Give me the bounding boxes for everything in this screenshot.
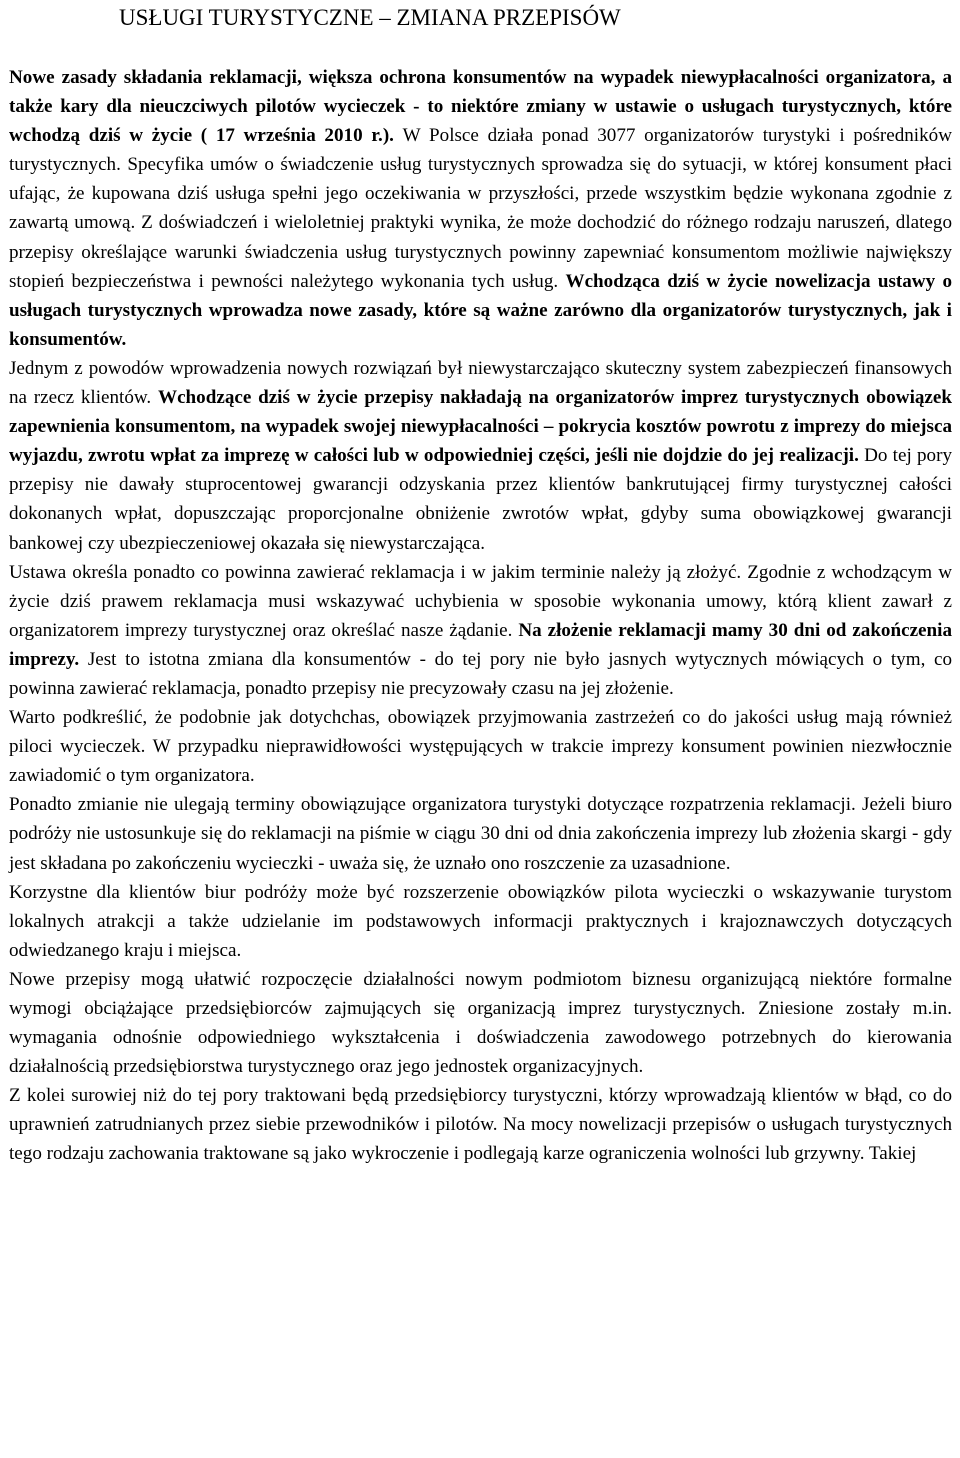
text-segment: Jest to istotna zmiana dla konsumentów - do tej pory nie było jasnych wytycznych mówiących o tym, co powinna zawierać reklamacja, ponadto przepisy nie precyzowały czasu na jej złożenie. [9, 648, 952, 699]
text-segment: Nowe przepisy mogą ułatwić rozpoczęcie działalności nowym podmiotom biznesu organizującą niektóre formalne wymogi obciążające przedsiębiorców zajmujących się organizacją imprez turystycznych. Zniesione zostały m.in. wymagania odnośnie odpowiedniego wykształcenia i doświadczenia zawodowego potrzebnych do kierowania działalnością przedsiębiorstwa turystycznego oraz jego jednostek organizacyjnych. [9, 968, 952, 1078]
bold-text-segment: Nowe zasady składania reklamacji, większa ochrona konsumentów na wypadek niewypłacalności organizatora, a także kary dla nieuczciwych pilotów wycieczek - to niektóre zmiany w ustawie o usługach turystycznych, które wchodzą dziś w życie ( 17 września 2010 r.). [9, 67, 952, 147]
paragraph [9, 703, 952, 790]
text-segment: Warto podkreślić, że podobnie jak dotychchas, obowiązek przyjmowania zastrzeżeń co do jakości usług mają również piloci wycieczek. W przypadku nieprawidłowości występujących w trakcie imprezy konsument powinien niezwłocznie zawiadomić o tym organizatora. [9, 707, 952, 787]
paragraph [9, 790, 952, 877]
paragraph [9, 878, 952, 965]
document-title: USŁUGI TURYSTYCZNE – ZMIANA PRZEPISÓW [119, 5, 621, 30]
paragraph [9, 558, 952, 703]
text-segment: Korzystne dla klientów biur podróży może być rozszerzenie obowiązków pilota wycieczki o wskazywanie turystom lokalnych atrakcji a także udzielanie im podstawowych informacji praktycznych i krajoznawczych dotyczących odwiedzanego kraju i miejsca. [9, 881, 952, 961]
paragraph [9, 63, 952, 354]
bold-text-segment: Wchodzące dziś w życie przepisy nakładają na organizatorów imprez turystycznych obowiązek zapewnienia konsumentom, na wypadek swojej niewypłacalności – pokrycia kosztów powrotu z imprezy do miejsca wyjazdu, zwrotu wpłat za imprezę w całości lub w odpowiedniej części, jeśli nie dojdzie do jej realizacji. [9, 387, 953, 467]
document-body [9, 63, 952, 1169]
bold-text-segment: Wchodząca dziś w życie nowelizacja ustawy o usługach turystycznych wprowadza nowe zasady, które są ważne zarówno dla organizatorów turystycznych, jak i konsumentów. [9, 270, 952, 350]
text-segment: Z kolei surowiej niż do tej pory traktowani będą przedsiębiorcy turystyczni, którzy wprowadzają klientów w błąd, co do uprawnień zatrudnianych przez siebie przewodników i pilotów. Na mocy nowelizacji przepisów o usługach turystycznych tego rodzaju zachowania traktowane są jako wykroczenie i podlegają karze ograniczenia wolności lub grzywny. Takiej [9, 1085, 952, 1165]
text-segment: Ponadto zmianie nie ulegają terminy obowiązujące organizatora turystyki dotyczące rozpatrzenia reklamacji. Jeżeli biuro podróży nie ustosunkuje się do reklamacji na piśmie w ciągu 30 dni od dnia zakończenia imprezy lub złożenia skargi - gdy jest składana po zakończeniu wycieczki - uważa się, że uznało ono roszczenie za uzasadnione. [9, 794, 952, 874]
text-segment: W Polsce działa ponad 3077 organizatorów turystyki i pośredników turystycznych. Specyfika umów o świadczenie usług turystycznych sprowadza się do sytuacji, w której konsument płaci ufając, że kupowana dziś usługa spełni jego oczekiwania w przyszłości, przede wszystkim będzie wykonana zgodnie z zawartą umową. Z doświadczeń i wieloletniej praktyki wynika, że może dochodzić do różnego rodzaju naruszeń, dlatego przepisy określające warunki świadczenia usług turystycznych powinny zapewniać konsumentom możliwie największy stopień bezpieczeństwa i pewności należytego wykonania tych usług. [9, 125, 952, 292]
paragraph [9, 354, 952, 558]
text-segment: Ustawa określa ponadto co powinna zawierać reklamacja i w jakim terminie należy ją złożyć. Zgodnie z wchodzącym w życie dziś prawem reklamacja musi wskazywać uchybienia w sposobie wykonania umowy, którą klient zawarł z organizatorem imprezy turystycznej oraz określać nasze żądanie. [9, 561, 952, 641]
text-segment: Jednym z powodów wprowadzenia nowych rozwiązań był niewystarczająco skuteczny system zabezpieczeń finansowych na rzecz klientów. [9, 357, 952, 409]
bold-text-segment: Na złożenie reklamacji mamy 30 dni od zakończenia imprezy. [9, 619, 952, 670]
paragraph [9, 965, 952, 1081]
paragraph [9, 1081, 952, 1168]
text-segment: Do tej pory przepisy nie dawały stuprocentowej gwarancji odzyskania przez klientów bankrutującej firmy turystycznej całości dokonanych wpłat, dopuszczając proporcjonalne obniżenie zwrotów wpłat, gdyby suma obowiązkowej gwarancji bankowej czy ubezpieczeniowej okazała się niewystarczająca. [9, 445, 952, 554]
